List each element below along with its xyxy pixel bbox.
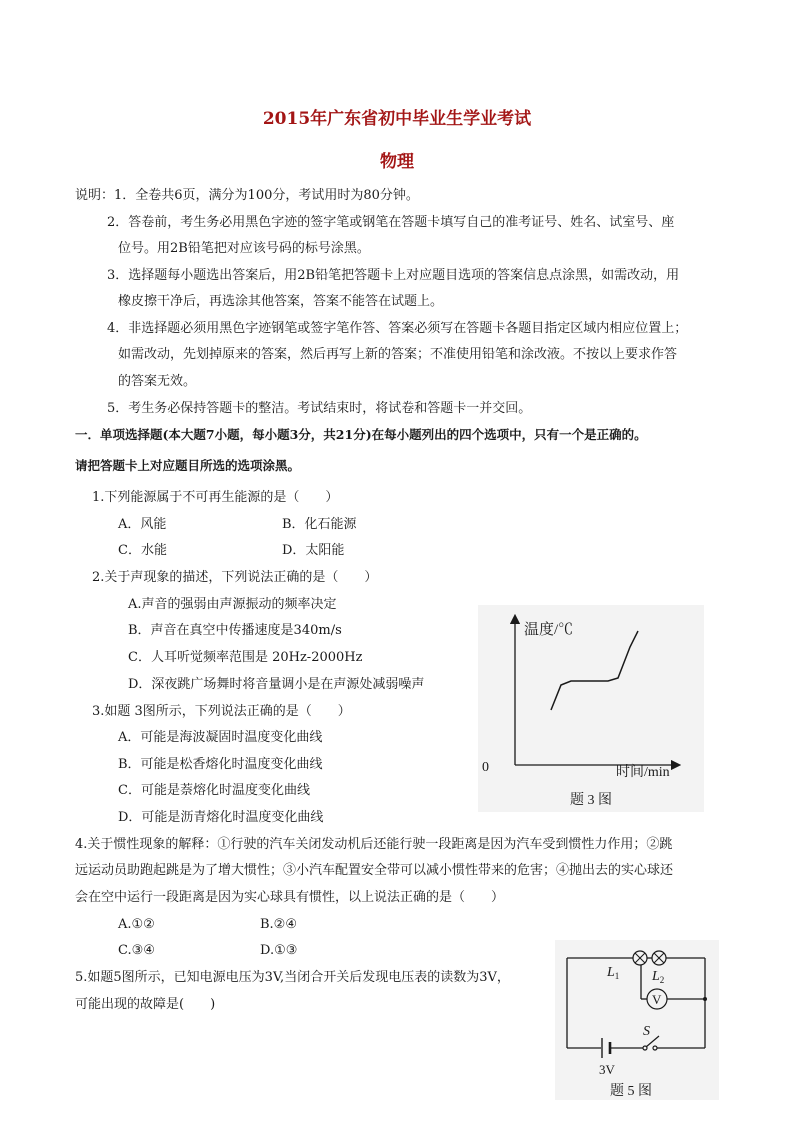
- q1-option-b: B．化石能源: [282, 517, 357, 532]
- q3-option-c: C．可能是萘熔化时温度变化曲线: [118, 783, 310, 798]
- q1-option-d: D．太阳能: [282, 543, 345, 558]
- q2-option-c: C．人耳听觉频率范围是 20Hz-2000Hz: [128, 650, 363, 665]
- q3-stem: 3.如题 3图所示，下列说法正确的是（ ）: [92, 704, 351, 719]
- q4-stem-line-2: 远运动员助跑起跳是为了增大惯性；③小汽车配置安全带可以减小惯性带来的危害；④抛出去的实心球还: [75, 863, 674, 878]
- q3-option-a: A．可能是海波凝固时温度变化曲线: [118, 730, 323, 745]
- fig3-caption: 题 3 图: [570, 793, 612, 808]
- q1-option-a: A．风能: [118, 517, 167, 532]
- section-heading: 一．单项选择题(本大题7小题，每小题3分，共21分)在每小题列出的四个选项中，只有一个是正确的。: [75, 427, 647, 442]
- exam-title: 2015年广东省初中毕业生学业考试: [262, 109, 532, 129]
- q3-option-b: B．可能是松香熔化时温度变化曲线: [118, 757, 323, 772]
- instruction-4: 4．非选择题必须用黑色字迹钢笔或签字笔作答、答案必须写在答题卡各题目指定区域内相应位置上；: [107, 321, 688, 336]
- q4-option-a: A.①②: [118, 917, 155, 932]
- voltmeter-label: V: [652, 992, 662, 1007]
- l2-label: $L_2$: [652, 969, 665, 985]
- section-note: 请把答题卡上对应题目所选的选项涂黑。: [75, 458, 301, 473]
- instruction-4-cont2: 的答案无效。: [118, 374, 197, 389]
- figure-3: [478, 605, 704, 812]
- fig5-circuit-wires: [567, 958, 705, 1048]
- instruction-1: 说明：1．全卷共6页，满分为100分，考试用时为80分钟。: [75, 188, 419, 203]
- lamp-l2-icon: [652, 951, 666, 965]
- q4-option-b: B.②④: [260, 917, 297, 932]
- q2-option-b: B．声音在真空中传播速度是340m/s: [128, 623, 342, 638]
- switch-label: S: [643, 1024, 650, 1039]
- q2-option-a: A.声音的强弱由声源振动的频率决定: [128, 597, 337, 612]
- instruction-3-cont: 橡皮擦干净后，再选涂其他答案，答案不能答在试题上。: [118, 294, 444, 309]
- battery-label: 3V: [599, 1062, 615, 1077]
- fig3-y-label: 温度/℃: [524, 622, 574, 638]
- fig3-origin-label: 0: [482, 760, 489, 775]
- instruction-2: 2．答卷前，考生务必用黑色字迹的签字笔或钢笔在答题卡填写自己的准考证号、姓名、试室号、座: [107, 215, 675, 230]
- fig5-caption: 题 5 图: [610, 1084, 652, 1099]
- q4-stem-line-3: 会在空中运行一段距离是因为实心球具有惯性，以上说法正确的是（ ）: [75, 890, 505, 905]
- q1-option-c: C．水能: [118, 543, 167, 558]
- q4-option-c: C.③④: [118, 943, 155, 958]
- battery-icon: [602, 1038, 610, 1058]
- instruction-3: 3．选择题每小题选出答案后，用2B铅笔把答题卡上对应题目选项的答案信息点涂黑，如需改动，用: [107, 268, 680, 283]
- q2-stem: 2.关于声现象的描述，下列说法正确的是（ ）: [92, 570, 378, 585]
- q2-option-d: D．深夜跳广场舞时将音量调小是在声源处减弱噪声: [128, 677, 425, 692]
- lamp-l1-icon: [633, 951, 647, 965]
- q1-stem: 1.下列能源属于不可再生能源的是（ ）: [92, 490, 339, 505]
- fig3-x-label: 时间/min: [616, 765, 670, 780]
- q3-option-d: D．可能是沥青熔化时温度变化曲线: [118, 810, 324, 825]
- instruction-2-cont: 位号。用2B铅笔把对应该号码的标号涂黑。: [118, 241, 370, 256]
- l1-label: $L_1$: [607, 965, 620, 981]
- fig5-junction-right: [703, 997, 707, 1001]
- instruction-5: 5．考生务必保持答题卡的整洁。考试结束时，将试卷和答题卡一并交回。: [107, 401, 532, 416]
- instruction-4-cont: 如需改动，先划掉原来的答案，然后再写上新的答案；不准使用铅笔和涂改液。不按以上要求作答: [118, 347, 678, 362]
- subject-title: 物理: [380, 152, 414, 172]
- q5-stem-line-1: 5.如题5图所示，已知电源电压为3V,当闭合开关后发现电压表的读数为3V，: [75, 970, 510, 985]
- q4-stem-line-1: 4.关于惯性现象的解释：①行驶的汽车关闭发动机后还能行驶一段距离是因为汽车受到惯性力作用；②跳: [75, 837, 673, 852]
- fig3-temperature-curve: [551, 631, 638, 710]
- q4-option-d: D.①③: [260, 943, 298, 958]
- figure-5: [555, 940, 719, 1100]
- q5-stem-line-2: 可能出现的故障是( ): [75, 997, 216, 1012]
